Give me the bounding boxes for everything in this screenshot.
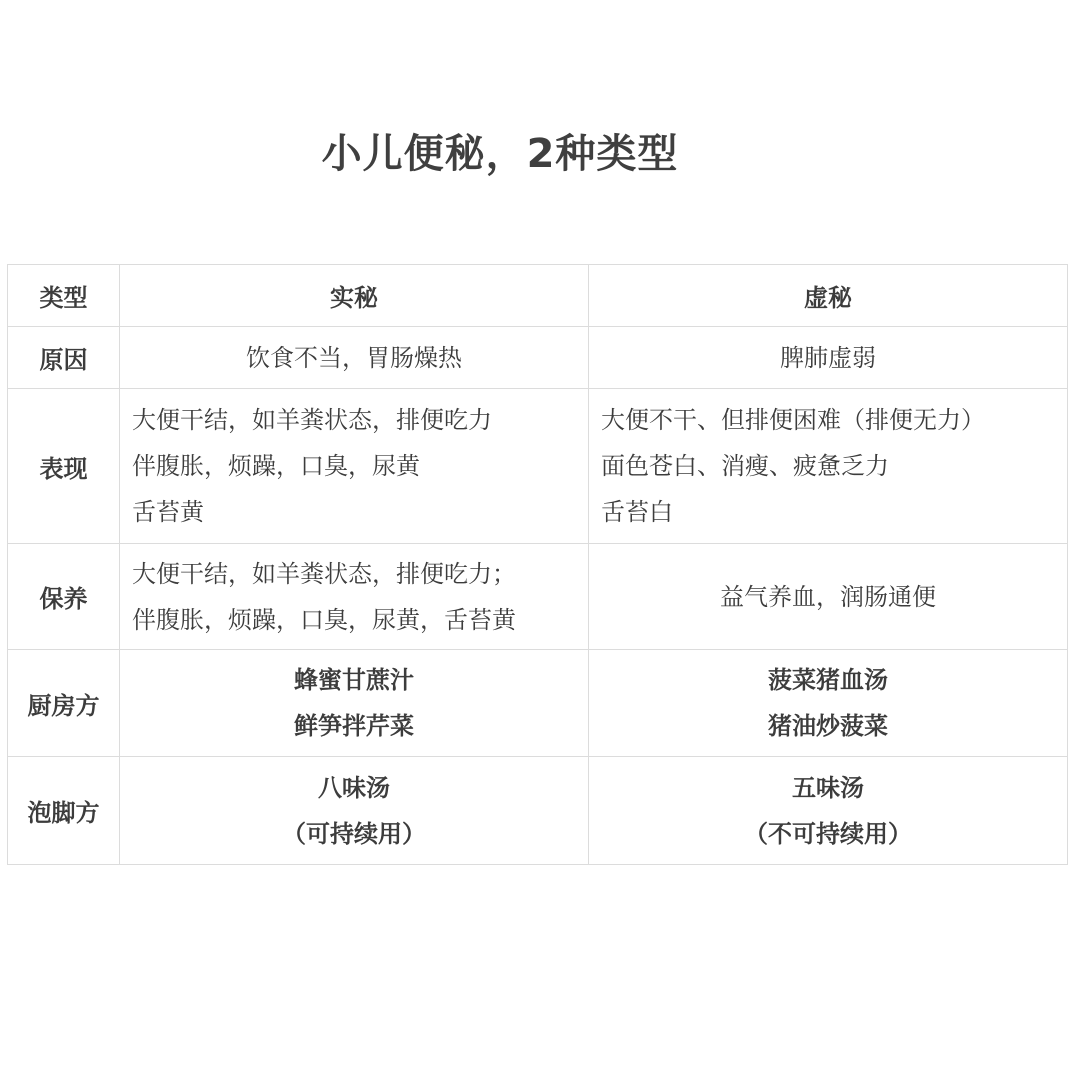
header-row (8, 265, 1068, 327)
cell-care-shi-mi (120, 544, 589, 650)
cell-text: 舌苔黄 (132, 498, 204, 526)
cell-text: 大便干结，如羊粪状态，排便吃力； (132, 559, 516, 588)
cell-text: （不可持续用） (744, 819, 912, 848)
cell-foot-soak-shi-mi (120, 757, 589, 865)
table-row-symptoms (8, 389, 1068, 544)
cell-foot-soak-xu-mi (589, 757, 1068, 865)
table-row-kitchen-recipe (8, 650, 1068, 757)
cell-cause-shi-mi (120, 327, 589, 389)
cell-text: 猪油炒菠菜 (768, 712, 888, 740)
cell-kitchen-xu-mi (589, 650, 1068, 757)
cell-text: 益气养血，润肠通便 (720, 582, 936, 611)
row-label-cause: 原因 (8, 327, 120, 389)
row-label-foot-soak: 泡脚方 (8, 757, 120, 865)
cell-text: 伴腹胀，烦躁，口臭，尿黄 (132, 452, 420, 480)
cell-text: 八味汤 (318, 773, 390, 802)
cell-text: 大便干结，如羊粪状态，排便吃力 (132, 406, 492, 434)
header-type-label: 类型 (8, 265, 120, 327)
cell-cause-xu-mi (589, 327, 1068, 389)
row-label-symptoms: 表现 (8, 389, 120, 544)
cell-text: 蜂蜜甘蔗汁 (294, 666, 414, 694)
row-label-kitchen-recipe: 厨房方 (8, 650, 120, 757)
cell-text: 菠菜猪血汤 (768, 666, 888, 694)
cell-text: 大便不干、但排便困难（排便无力） (601, 406, 985, 434)
cell-text: 鲜笋拌芹菜 (294, 712, 414, 740)
table-row-cause (8, 327, 1068, 389)
page-title: 小儿便秘，2种类型 (321, 131, 679, 177)
cell-care-xu-mi (589, 544, 1068, 650)
cell-symptoms-shi-mi (120, 389, 589, 544)
row-label-care: 保养 (8, 544, 120, 650)
cell-text: 脾肺虚弱 (780, 343, 876, 372)
cell-text: 饮食不当，胃肠燥热 (246, 343, 462, 372)
cell-symptoms-xu-mi (589, 389, 1068, 544)
cell-text: 五味汤 (792, 773, 864, 802)
cell-text: 伴腹胀，烦躁，口臭，尿黄，舌苔黄 (132, 605, 516, 634)
header-shi-mi: 实秘 (120, 265, 589, 327)
cell-text: 舌苔白 (601, 498, 673, 526)
cell-text: （可持续用） (282, 819, 426, 848)
cell-text: 面色苍白、消瘦、疲惫乏力 (601, 452, 889, 480)
comparison-table (7, 264, 1068, 865)
table-row-foot-soak (8, 757, 1068, 865)
cell-kitchen-shi-mi (120, 650, 589, 757)
table-row-care (8, 544, 1068, 650)
header-xu-mi: 虚秘 (589, 265, 1068, 327)
